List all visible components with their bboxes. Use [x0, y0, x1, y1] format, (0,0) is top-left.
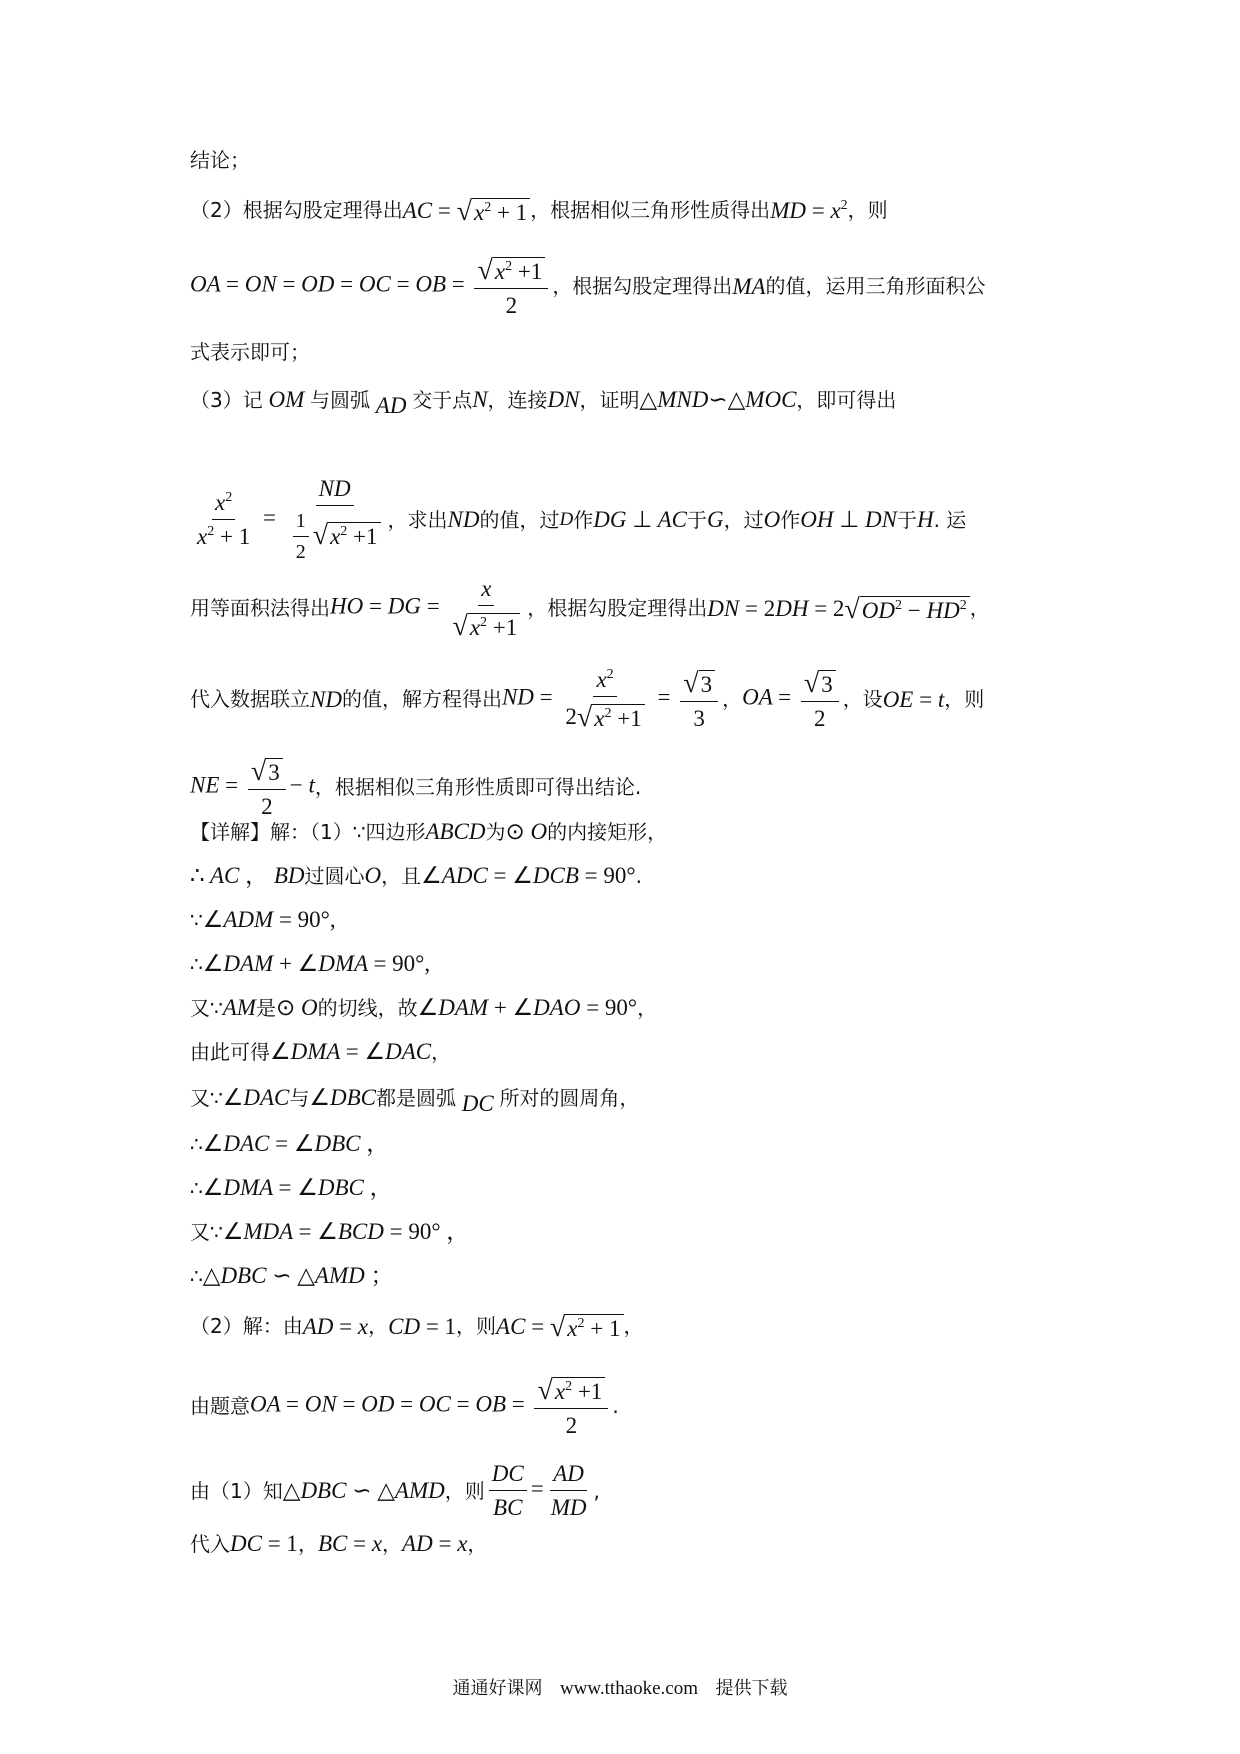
math-expression: ∠ADM = 90°, — [202, 907, 336, 932]
text: ， — [431, 1039, 452, 1064]
text: ， — [467, 1531, 488, 1556]
text: （2）根据勾股定理得出 — [190, 198, 403, 222]
text: 【详解】解：（1）∵四边形 — [190, 819, 426, 844]
math-expression: ∠MDA = ∠BCD = 90° ， — [222, 1219, 470, 1244]
text: 的值，解方程得出 — [341, 687, 502, 711]
text: ，即可得出 — [796, 387, 897, 412]
math-expression: OA = ON = OD = OC = OB = √ $x^2 +1$ 2 — [250, 1375, 612, 1437]
math-expression: CD = 1 — [388, 1313, 457, 1339]
math-expression: AC = √ $x^2 + 1$ — [496, 1312, 623, 1340]
text-line — [190, 1264, 394, 1287]
text: ，求出 — [387, 507, 448, 532]
footer-tail: 提供下载 — [715, 1678, 788, 1699]
math-expression: ∠DBC — [309, 1085, 376, 1110]
text: 代入 — [190, 1531, 230, 1556]
text-line — [190, 1532, 487, 1555]
text: 作 — [780, 507, 801, 532]
text: ，根据相似三角形性质得出 — [530, 198, 771, 222]
text: , — [593, 1478, 600, 1503]
text: 又∵ — [190, 1219, 223, 1244]
math-expression: △DBC ∽ △AMD — [282, 1478, 445, 1503]
math-expression: ∠DAM + ∠DMA = 90°, — [202, 951, 431, 976]
math-expression: ND = $x^2$ 2 √ $x^2 +1$ = √ 3 3 — [502, 668, 722, 730]
text: 所对的圆周角， — [499, 1085, 640, 1110]
math-expression: OH ⊥ DN — [800, 507, 897, 532]
text: ， — [623, 1314, 644, 1338]
text: ∴ — [190, 1131, 203, 1156]
text: ，证明 — [579, 387, 640, 412]
text: 的值，过 — [479, 507, 560, 532]
text: 由题意 — [190, 1394, 250, 1418]
text-line — [190, 667, 985, 733]
text: . — [635, 863, 642, 888]
math-expression: ND — [310, 686, 342, 712]
text-line — [190, 1462, 600, 1519]
math-expression: ⊙ O — [275, 995, 318, 1020]
math-expression: ⊙ O — [505, 819, 548, 844]
math-expression: ∴ AC ， BD — [190, 863, 305, 888]
text: ，则 — [444, 1478, 485, 1503]
text: 式表示即可； — [190, 340, 310, 364]
math-expression: DN — [547, 387, 580, 412]
text-line — [190, 1040, 451, 1063]
text: 结论； — [190, 148, 250, 172]
text-line — [190, 150, 250, 170]
math-expression: OM — [262, 387, 311, 412]
math-expression: ND — [447, 507, 480, 532]
text: ，设 — [842, 687, 883, 711]
math-expression: N — [472, 387, 488, 412]
text: 由此可得 — [190, 1039, 270, 1064]
math-expression: AD = x — [302, 1313, 369, 1339]
text-line — [190, 1132, 389, 1155]
math-expression: AD — [370, 393, 413, 418]
math-expression: AD = x — [402, 1531, 468, 1556]
text: 代入数据联立 — [190, 687, 310, 711]
math-expression: HO = DG = x √ $x^2 +1$ — [330, 577, 527, 639]
text-line — [190, 576, 990, 642]
text-line — [190, 1375, 619, 1437]
math-expression: ∠ADC = ∠DCB = 90° — [421, 863, 636, 888]
text: （3）记 — [190, 387, 263, 412]
math-expression: MD = $x^2$ — [770, 197, 848, 223]
math-expression: AM — [222, 995, 256, 1020]
text-line — [190, 996, 657, 1019]
footer-brand: 通通好课网 — [452, 1678, 543, 1699]
text-line — [190, 1312, 644, 1343]
text-line — [190, 196, 888, 227]
text: 于 — [896, 507, 917, 532]
text-line — [190, 864, 642, 887]
math-expression: $\frac{DC}{BC}$ = $\frac{AD}{MD}$ — [485, 1462, 594, 1519]
text: ∴ — [190, 951, 203, 976]
text-line — [190, 387, 897, 418]
math-expression: O — [364, 863, 382, 888]
text: ， — [382, 1531, 403, 1556]
text-line — [190, 756, 641, 818]
math-expression: DN = 2DH = 2 √ $OD^2 - HD^2$ — [707, 594, 969, 622]
text: 于 — [686, 507, 707, 532]
text: 过圆心 — [304, 863, 365, 888]
math-expression: H — [916, 507, 934, 532]
math-expression: △DBC ∽ △AMD ； — [202, 1263, 394, 1288]
math-expression: OE = t — [882, 686, 945, 712]
text-line — [190, 255, 986, 317]
text: ， — [637, 995, 658, 1020]
text: ，根据勾股定理得出 — [527, 596, 708, 620]
text: ， — [368, 1314, 389, 1338]
text: . 运 — [933, 507, 967, 532]
text: 作 — [573, 507, 594, 532]
text: ，根据勾股定理得出 — [552, 274, 733, 298]
text: 与圆弧 — [310, 387, 371, 412]
text: ∵ — [190, 907, 203, 932]
text: 的切线，故 — [317, 995, 418, 1020]
math-expression: ∠DMA = ∠DAC — [270, 1039, 432, 1064]
text: ，则 — [944, 687, 985, 711]
text: 交于点 — [412, 387, 473, 412]
text: ，则 — [456, 1314, 497, 1338]
text: ，连接 — [487, 387, 548, 412]
math-expression: DC — [455, 1091, 500, 1116]
math-expression: ∠DMA = ∠DBC ， — [202, 1175, 393, 1200]
text: ∴ — [190, 1263, 203, 1288]
text: ，根据相似三角形性质即可得出结论. — [314, 775, 642, 799]
math-expression: NE = √ 3 2 − t — [190, 756, 315, 819]
text-line — [190, 342, 310, 362]
text: 又∵ — [190, 1085, 223, 1110]
math-expression: $\frac{x^2}{x^2 + 1}$ = ND $\frac{1}{2}$ √ $x^2 +1$ — [190, 477, 388, 562]
text: ∴ — [190, 1175, 203, 1200]
text: 由（1）知 — [190, 1478, 283, 1503]
text: 的内接矩形， — [547, 819, 668, 844]
text: ， — [297, 1531, 318, 1556]
text-line — [190, 952, 430, 975]
math-expression: MA — [732, 273, 766, 299]
text: . — [612, 1394, 619, 1418]
text: 都是圆弧 — [375, 1085, 456, 1110]
math-expression: OA = ON = OD = OC = OB = √ $x^2 +1$ 2 — [190, 255, 552, 317]
math-expression: O — [763, 507, 781, 532]
math-expression: BC = x — [317, 1531, 383, 1556]
text: ， — [969, 596, 990, 620]
math-expression: DC = 1 — [230, 1531, 298, 1556]
text: （2）解：由 — [190, 1314, 303, 1338]
page-footer — [0, 1674, 1240, 1700]
math-expression: G — [706, 507, 724, 532]
text: 又∵ — [190, 995, 223, 1020]
text-line — [190, 477, 966, 562]
text-line — [190, 908, 336, 931]
text-line — [190, 820, 667, 843]
text: 用等面积法得出 — [190, 596, 330, 620]
text: ，且 — [381, 863, 422, 888]
footer-site-link[interactable]: www.tthaoke.com — [559, 1678, 699, 1699]
text-line — [190, 1176, 393, 1199]
text: 的值，运用三角形面积公 — [765, 274, 986, 298]
text: ，过 — [723, 507, 764, 532]
math-expression: D — [559, 509, 574, 530]
text-line — [190, 1220, 469, 1243]
math-expression: ∠DAC = ∠DBC ， — [202, 1131, 390, 1156]
math-expression: ABCD — [425, 819, 486, 844]
math-expression: ∠DAM + ∠DAO = 90° — [417, 995, 638, 1020]
math-expression: OA = √ 3 2 — [742, 668, 843, 730]
math-expression: AC = √ $x^2 + 1$ — [403, 196, 530, 224]
text: 为 — [485, 819, 506, 844]
text: ， — [722, 687, 743, 711]
text-line — [190, 1085, 640, 1116]
math-expression: ∠DAC — [222, 1085, 290, 1110]
math-expression: △MND∽△MOC — [639, 387, 797, 412]
text: 与 — [289, 1085, 310, 1110]
text: 是 — [255, 995, 276, 1020]
text: ，则 — [847, 198, 888, 222]
math-expression: DG ⊥ AC — [593, 507, 687, 532]
